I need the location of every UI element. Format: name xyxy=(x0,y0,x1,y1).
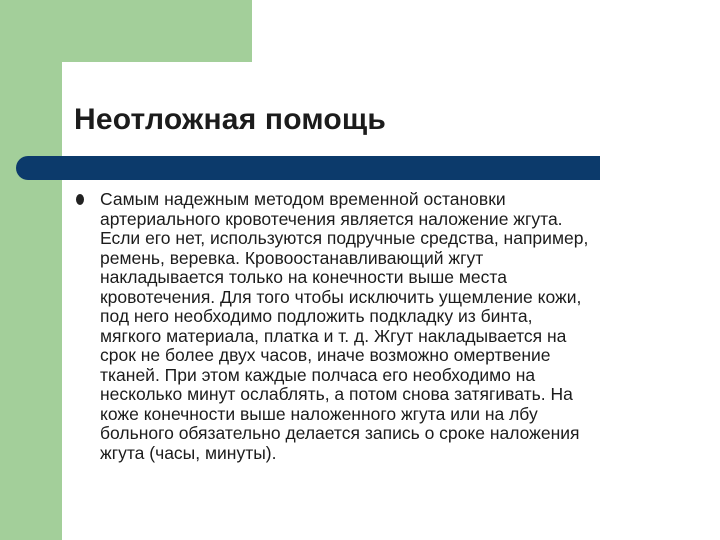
green-decor-side xyxy=(0,0,62,540)
bullet-icon xyxy=(76,194,84,205)
bullet-text xyxy=(100,190,700,463)
text-line: срок не более двух часов, иначе возможно омертвение xyxy=(100,345,551,365)
text-line: больного обязательно делается запись о сроке наложения xyxy=(100,423,580,443)
text-line: тканей. При этом каждые полчаса его необходимо на xyxy=(100,364,536,385)
text-line: несколько минут ослаблять, а потом снова затягивать. На xyxy=(100,384,573,404)
slide-title: Неотложная помощь xyxy=(74,103,387,136)
text-line: артериального кровотечения является наложение жгута. xyxy=(100,208,563,229)
text-line: мягкого материала, платка и т. д. Жгут накладывается на xyxy=(100,325,567,346)
text-line: ремень, веревка. Кровоостанавливающий жгут xyxy=(100,247,484,268)
title-underline-bar xyxy=(16,156,600,180)
text-line: кровотечения. Для того чтобы исключить ущемление кожи, xyxy=(100,286,582,307)
text-line: Если его нет, используются подручные средства, например, xyxy=(100,228,589,248)
text-line: Самым надежным методом временной остановки xyxy=(100,189,506,209)
text-line: жгута (часы, минуты). xyxy=(100,442,277,463)
text-line: накладывается только на конечности выше места xyxy=(100,267,507,287)
text-line: коже конечности выше наложенного жгута или на лбу xyxy=(100,403,538,424)
text-line: под него необходимо подложить подкладку из бинта, xyxy=(100,306,533,326)
